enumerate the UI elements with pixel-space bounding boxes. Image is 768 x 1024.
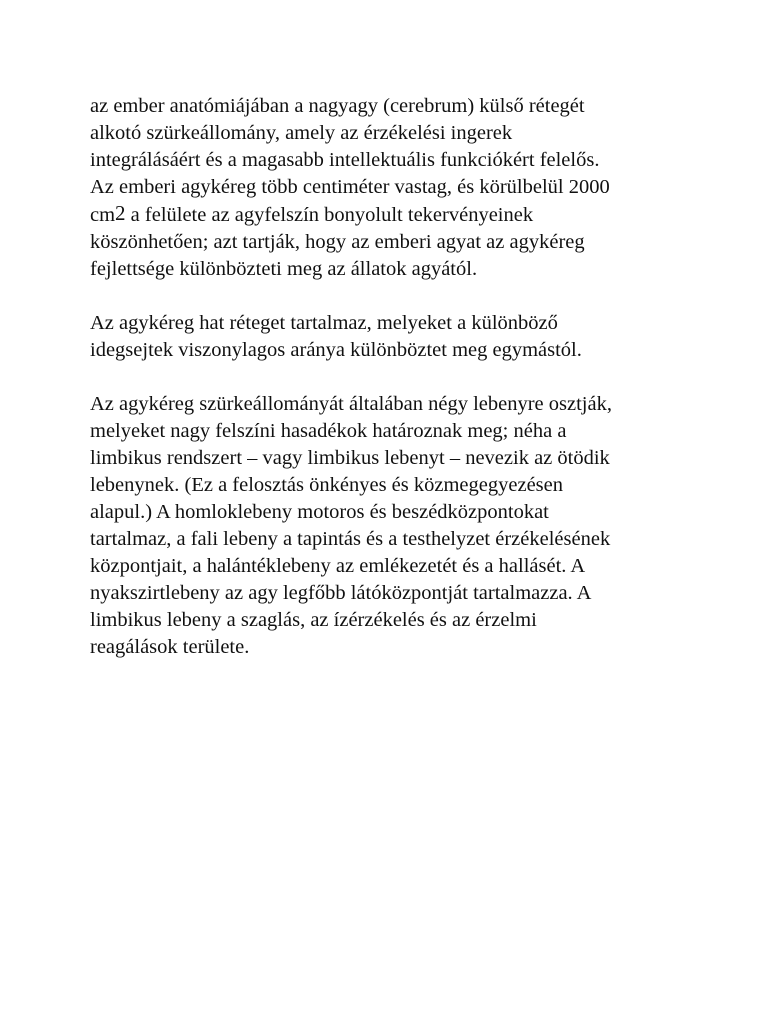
paragraph-1: [90, 93, 690, 283]
paragraph-3: [90, 391, 690, 661]
unit-text: cm: [90, 204, 116, 226]
text-line-continuation: a felülete az agyfelszín bonyolult tekervényeinek: [125, 204, 534, 226]
text-line: alapul.) A homloklebeny motoros és beszédközpontokat: [90, 501, 549, 523]
text-line: alkotó szürkeállomány, amely az érzékelési ingerek: [90, 122, 513, 144]
text-line: tartalmaz, a fali lebeny a tapintás és a testhelyzet érzékelésének: [90, 528, 611, 550]
text-line: Az emberi agykéreg több centiméter vastag, és körülbelül 2000: [90, 176, 610, 198]
text-line: idegsejtek viszonylagos aránya különböztet meg egymástól.: [90, 339, 582, 361]
text-line: nyakszirtlebeny az agy legfőbb látóközpontját tartalmazza. A: [90, 582, 592, 604]
text-line: melyeket nagy felszíni hasadékok határoznak meg; néha a: [90, 420, 567, 442]
text-line: fejlettsége különbözteti meg az állatok agyától.: [90, 258, 478, 280]
paragraph-2: [90, 310, 690, 364]
text-line: Az agykéreg hat réteget tartalmaz, melyeket a különböző: [90, 312, 558, 334]
document-body: [90, 93, 690, 688]
text-line: központjait, a halántéklebeny az emlékezetét és a hallásét. A: [90, 555, 586, 577]
unit-exponent: 2: [115, 201, 126, 225]
text-line: az ember anatómiájában a nagyagy (cerebrum) külső rétegét: [90, 95, 585, 117]
text-line: reagálások területe.: [90, 636, 250, 658]
text-line: limbikus lebeny a szaglás, az ízérzékelés és az érzelmi: [90, 609, 537, 631]
text-line: Az agykéreg szürkeállományát általában négy lebenyre osztják,: [90, 393, 612, 415]
text-line: limbikus rendszert – vagy limbikus lebenyt – nevezik az ötödik: [90, 447, 610, 469]
text-line: lebenynek. (Ez a felosztás önkényes és közmegegyezésen: [90, 474, 564, 496]
text-line-with-unit: [90, 201, 690, 229]
text-line: integrálásáért és a magasabb intellektuális funkciókért felelős.: [90, 149, 600, 171]
text-line: köszönhetően; azt tartják, hogy az emberi agyat az agykéreg: [90, 231, 585, 253]
